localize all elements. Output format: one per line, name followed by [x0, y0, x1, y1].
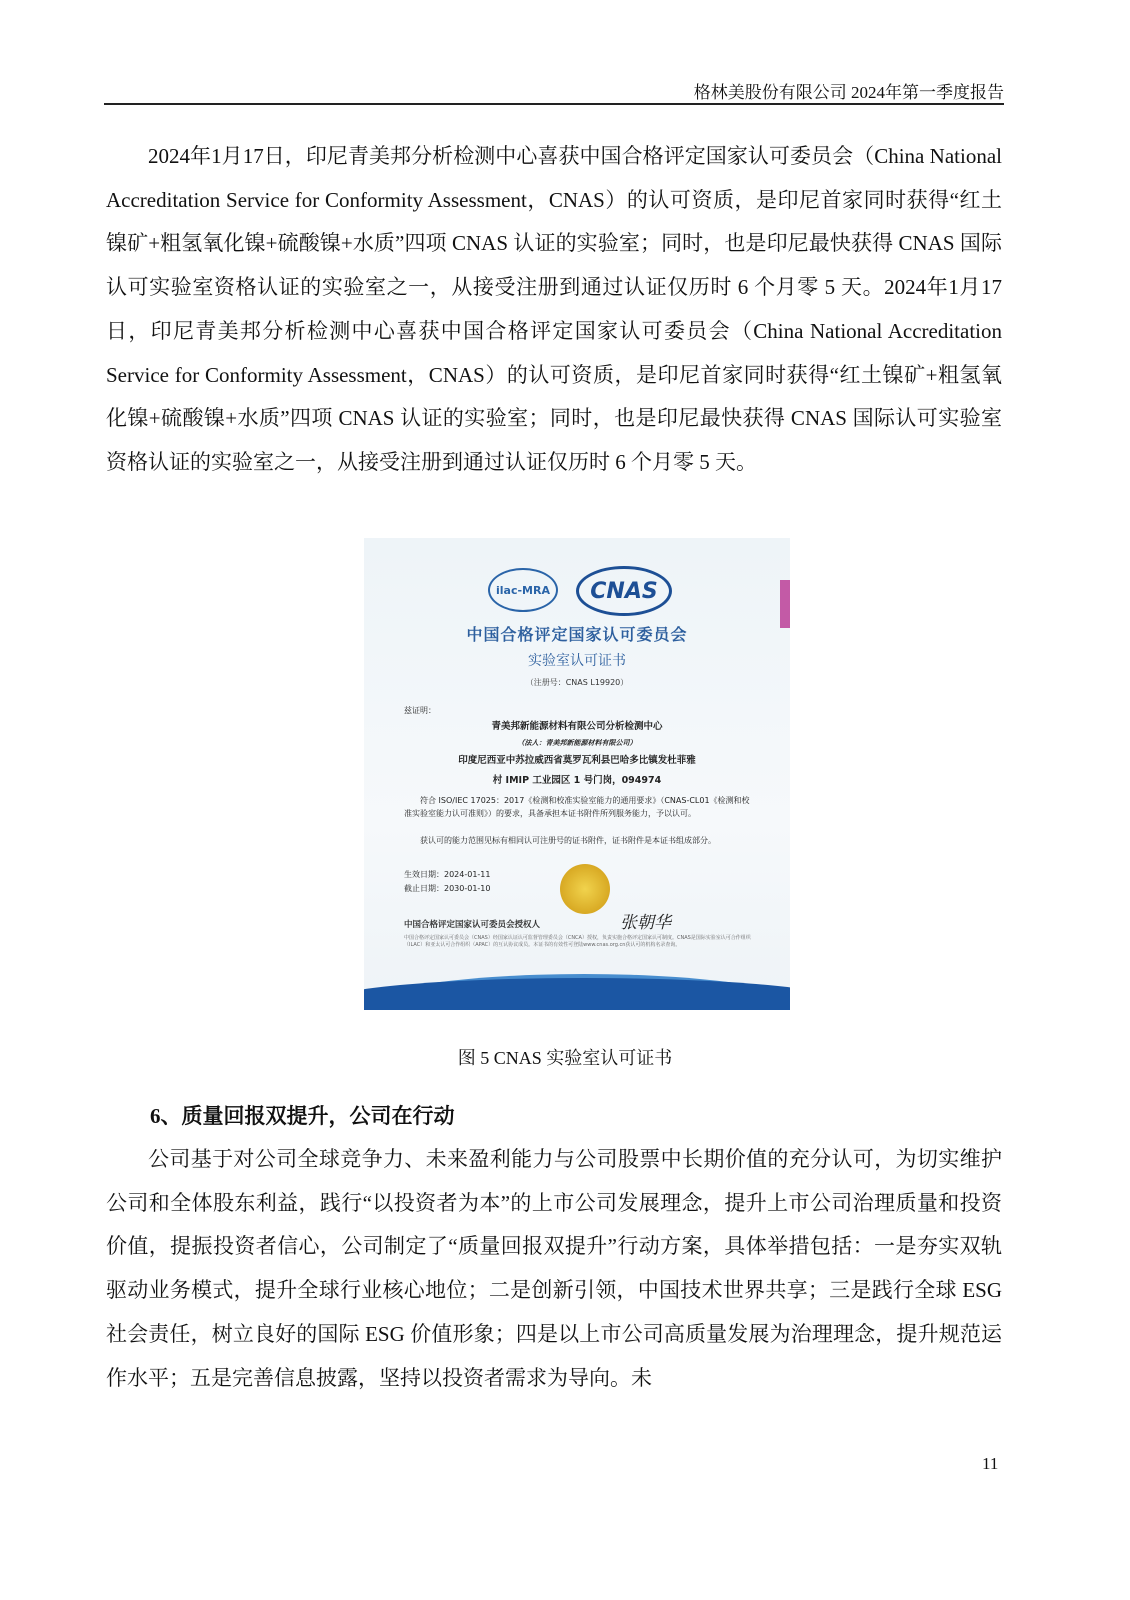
- certificate-effective-date: 生效日期：2024-01-11: [404, 870, 491, 879]
- figure-caption: 图 5 CNAS 实验室认可证书: [457, 1048, 673, 1068]
- certificate-certify: 兹证明：: [404, 706, 436, 715]
- running-header: 格林美股份有限公司 2024年第一季度报告: [693, 83, 1004, 102]
- certificate-expiry-date: 截止日期：2030-01-10: [404, 884, 491, 893]
- certificate-body-2: 获认可的能力范围见标有相同认可注册号的证书附件，证书附件是本证书组成部分。: [420, 836, 716, 845]
- certificate-subtitle: 实验室认可证书: [528, 653, 626, 669]
- certificate-body-1: 符合 ISO/IEC 17025：2017《检测和校准实验室能力的通用要求》（CNAS-CL01《检测和校准实验室能力认可准则》）的要求，具备承担本证书附件所列服务能力，予以认可。: [404, 796, 750, 818]
- header-rule: [104, 103, 1004, 105]
- section-heading: 6、质量回报双提升，公司在行动: [150, 1104, 455, 1128]
- certificate-wave-dark: [364, 978, 790, 1010]
- certificate-authorized: 中国合格评定国家认可委员会授权人: [404, 920, 541, 930]
- certificate-legal: （法人：青美邦新能源材料有限公司）: [517, 739, 637, 747]
- page-number: 11: [982, 1454, 999, 1473]
- body-paragraph-quality: 公司基于对公司全球竞争力、未来盈利能力与公司股票中长期价值的充分认可，为切实维护公司和全体股东利益，践行“以投资者为本”的上市公司发展理念，提升上市公司治理质量和投资价值，提振投资者信心，公司制定了“质量回报双提升”行动方案，具体举措包括：一是夯实双轨驱动业务模式，提升全球行业核心地位；二是创新引领，中国技术世界共享；三是践行全球 ESG 社会责任，树立良好的国际 ESG 价值形象；四是以上市公司高质量发展为治理理念，提升规范运作水平；五是完善信息披露，坚持以投资者需求为导向。未: [106, 1147, 1002, 1390]
- certificate-registration: （注册号：CNAS L19920）: [525, 678, 629, 687]
- signature: 张朝华: [620, 913, 671, 933]
- certificate-org: 青美邦新能源材料有限公司分析检测中心: [491, 721, 663, 732]
- cnas-logo: CNAS: [576, 566, 672, 616]
- certificate-address-1: 印度尼西亚中苏拉威西省莫罗瓦利县巴哈多比镇发杜菲雅: [458, 755, 696, 766]
- certificate-address-2: 村 IMIP 工业园区 1 号门岗，094974: [492, 775, 662, 786]
- certificate-title: 中国合格评定国家认可委员会: [466, 625, 688, 644]
- certificate-stripe: [780, 580, 790, 628]
- gold-seal: [560, 864, 610, 914]
- certificate-fine-print: 中国合格评定国家认可委员会（CNAS）经国家认证认可监督管理委员会（CNCA）授权，负责实施合格评定国家认可制度。CNAS是国际实验室认可合作组织（ILAC）和亚太认可合作组织（APAC）的互认协议成员。本证书的有效性可登陆www.cnas.org.cn获认可的机构名录查询。: [404, 935, 751, 948]
- cnas-certificate-image: [364, 538, 790, 1010]
- body-paragraph-cnas: 2024年1月17日，印尼青美邦分析检测中心喜获中国合格评定国家认可委员会（China National Accreditation Service for Conformity Assessment，CNAS）的认可资质，是印尼首家同时获得“红土镍矿+粗氢氧化镍+硫酸镍+水质”四项 CNAS 认证的实验室；同时，也是印尼最快获得 CNAS 国际认可实验室资格认证的实验室之一，从接受注册到通过认证仅历时 6 个月零 5 天。2024年1月17日，印尼青美邦分析检测中心喜获中国合格评定国家认可委员会（China National Accreditation Service for Conformity Assessment，CNAS）的认可资质，是印尼首家同时获得“红土镍矿+粗氢氧化镍+硫酸镍+水质”四项 CNAS 认证的实验室；同时，也是印尼最快获得 CNAS 国际认可实验室资格认证的实验室之一，从接受注册到通过认证仅历时 6 个月零 5 天。: [106, 144, 1002, 474]
- ilac-mra-logo: ilac-MRA: [488, 568, 558, 612]
